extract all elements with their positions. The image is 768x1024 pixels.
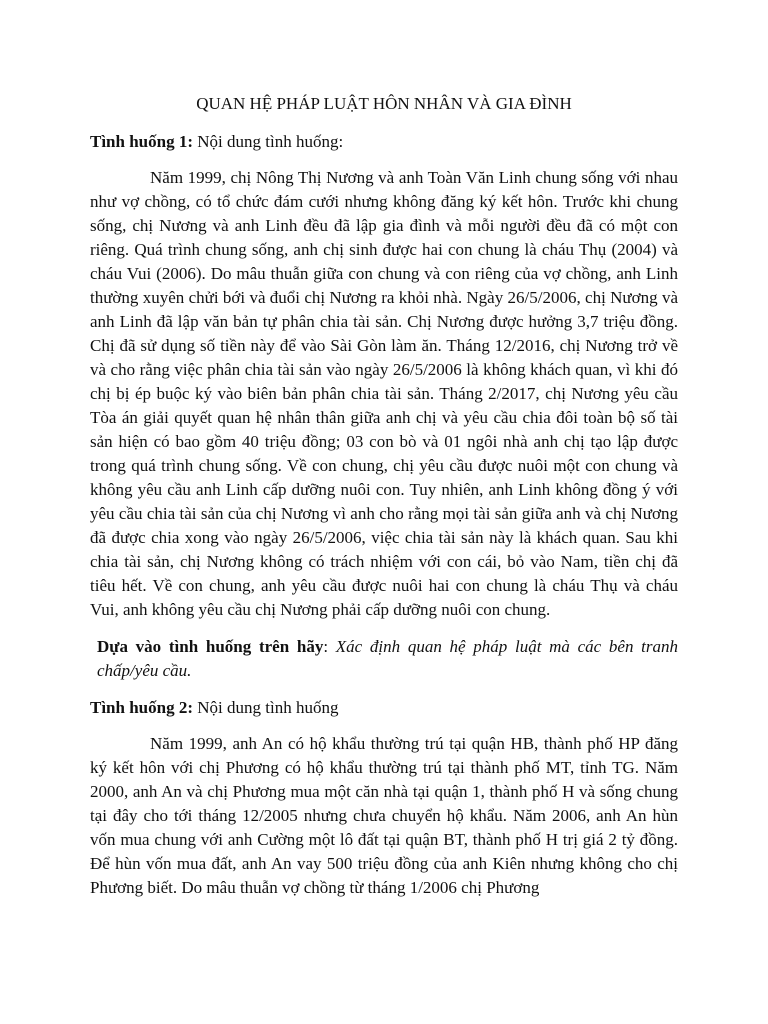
task-colon: : — [323, 637, 336, 656]
document-title: QUAN HỆ PHÁP LUẬT HÔN NHÂN VÀ GIA ĐÌNH — [196, 94, 572, 113]
case-2-body: Năm 1999, anh An có hộ khẩu thường trú tại quận HB, thành phố HP đăng ký kết hôn với chị Phương có hộ khẩu thường trú tại thành phố MT, tỉnh TG. Năm 2000, anh An và chị Phương mua một căn nhà tại quận 1, thành phố H và sống chung tại đây cho tới tháng 12/2005 nhưng chưa chuyển hộ khẩu. Năm 2006, anh An hùn vốn mua chung với anh Cường một lô đất tại quận BT, thành phố H trị giá 2 tỷ đồng. Để hùn vốn mua đất, anh An vay 500 triệu đồng của anh Kiên nhưng không cho chị Phương biết. Do mâu thuẫn vợ chồng từ tháng 1/2006 chị Phương — [90, 734, 678, 897]
case-2-heading-text: Nội dung tình huống — [193, 698, 339, 717]
task-question: Xác định quan hệ pháp luật mà các bên tranh chấp/yêu cầu. — [97, 637, 678, 680]
case-1-heading-text: Nội dung tình huống: — [193, 132, 344, 151]
case-2-heading — [90, 696, 678, 720]
case-1-label: Tình huống 1: — [90, 132, 193, 151]
task-label: Dựa vào tình huống trên hãy — [97, 637, 324, 656]
document-page — [90, 92, 678, 913]
case-1-heading — [90, 130, 678, 154]
case-1-body: Năm 1999, chị Nông Thị Nương và anh Toàn Văn Linh chung sống với nhau như vợ chồng, có tổ chức đám cưới nhưng không đăng ký kết hôn. Trước khi chung sống, chị Nương và anh Linh đều đã lập gia đình và mỗi người đều đã có một con riêng. Quá trình chung sống, anh chị sinh được hai con chung là cháu Thụ (2004) và cháu Vui (2006). Do mâu thuẫn giữa con chung và con riêng của vợ chồng, anh Linh thường xuyên chửi bới và đuổi chị Nương ra khỏi nhà. Ngày 26/5/2006, chị Nương và anh Linh đã lập văn bản tự phân chia tài sản. Chị Nương được hưởng 3,7 triệu đồng. Chị đã sử dụng số tiền này để vào Sài Gòn làm ăn. Tháng 12/2016, chị Nương trở về và cho rằng việc phân chia tài sản vào ngày 26/5/2006 là không khách quan, vì khi đó chị bị ép buộc ký vào biên bản phân chia tài sản. Tháng 2/2017, chị Nương yêu cầu Tòa án giải quyết quan hệ nhân thân giữa anh chị và yêu cầu chia đôi toàn bộ số tài sản hiện có bao gồm 40 triệu đồng; 03 con bò và 01 ngôi nhà anh chị tạo lập được trong quá trình chung sống. Về con chung, chị yêu cầu được nuôi một con chung và không yêu cầu anh Linh cấp dưỡng nuôi con. Tuy nhiên, anh Linh không đồng ý với yêu cầu chia tài sản của chị Nương vì anh cho rằng mọi tài sản giữa anh và chị Nương đã được chia xong vào ngày 26/5/2006, việc chia tài sản này là khách quan. Sau khi chia tài sản, chị Nương không có trách nhiệm với con cái, bỏ vào Nam, tiền chị đã tiêu hết. Về con chung, anh yêu cầu được nuôi hai con chung là cháu Thụ và cháu Vui, anh không yêu cầu chị Nương phải cấp dưỡng nuôi con chung. — [90, 168, 678, 619]
case-2-label: Tình huống 2: — [90, 698, 193, 717]
task-prompt — [90, 635, 678, 683]
